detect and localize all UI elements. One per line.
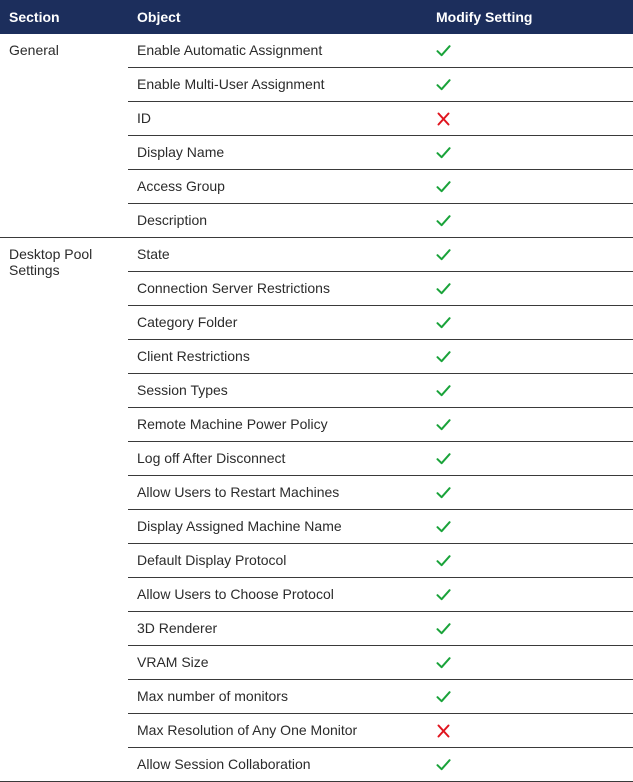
table-row xyxy=(128,714,633,748)
check-icon xyxy=(436,316,451,330)
table-row xyxy=(128,136,633,170)
table-row xyxy=(128,204,633,237)
object-cell: Description xyxy=(137,212,208,228)
section-label: General xyxy=(9,42,59,58)
table-row xyxy=(128,170,633,204)
object-cell: Display Assigned Machine Name xyxy=(137,518,342,534)
object-cell: Allow Users to Restart Machines xyxy=(137,484,340,500)
check-icon xyxy=(436,384,451,398)
check-icon xyxy=(436,520,451,534)
table-row xyxy=(128,476,633,510)
object-cell: Max Resolution of Any One Monitor xyxy=(137,722,358,738)
table-row xyxy=(128,34,633,68)
table-row xyxy=(128,578,633,612)
object-cell: Client Restrictions xyxy=(137,348,250,364)
check-icon xyxy=(436,554,451,568)
check-icon xyxy=(436,758,451,772)
check-icon xyxy=(436,622,451,636)
check-icon xyxy=(436,588,451,602)
object-cell: Max number of monitors xyxy=(137,688,288,704)
object-cell: Remote Machine Power Policy xyxy=(137,416,328,432)
table-row xyxy=(128,102,633,136)
header-object: Object xyxy=(137,9,181,25)
table-row xyxy=(128,340,633,374)
table-row xyxy=(128,374,633,408)
object-cell: VRAM Size xyxy=(137,654,209,670)
check-icon xyxy=(436,214,451,228)
object-cell: Default Display Protocol xyxy=(137,552,287,568)
object-cell: Allow Users to Choose Protocol xyxy=(137,586,334,602)
object-cell: Allow Session Collaboration xyxy=(137,756,311,772)
check-icon xyxy=(436,78,451,92)
cross-icon xyxy=(436,112,451,126)
object-cell: Connection Server Restrictions xyxy=(137,280,330,296)
table-row xyxy=(128,748,633,781)
check-icon xyxy=(436,452,451,466)
check-icon xyxy=(436,146,451,160)
table-header xyxy=(0,0,633,34)
table-row xyxy=(128,510,633,544)
check-icon xyxy=(436,656,451,670)
table-row xyxy=(128,238,633,272)
object-cell: Enable Automatic Assignment xyxy=(137,42,323,58)
table-row xyxy=(128,408,633,442)
header-modify-setting: Modify Setting xyxy=(436,9,533,25)
object-cell: Access Group xyxy=(137,178,225,194)
table-row xyxy=(128,442,633,476)
object-cell: ID xyxy=(137,110,151,126)
cross-icon xyxy=(436,724,451,738)
section-rows xyxy=(128,238,633,781)
check-icon xyxy=(436,44,451,58)
table-row xyxy=(128,544,633,578)
object-cell: Enable Multi-User Assignment xyxy=(137,76,325,92)
table-row xyxy=(128,68,633,102)
check-icon xyxy=(436,282,451,296)
check-icon xyxy=(436,350,451,364)
section-rows xyxy=(128,34,633,237)
table-body xyxy=(0,34,633,782)
check-icon xyxy=(436,418,451,432)
section-block xyxy=(0,238,633,782)
header-section: Section xyxy=(9,9,60,25)
table-row xyxy=(128,272,633,306)
object-cell: Category Folder xyxy=(137,314,238,330)
object-cell: Display Name xyxy=(137,144,225,160)
section-block xyxy=(0,34,633,238)
table-row xyxy=(128,646,633,680)
object-cell: 3D Renderer xyxy=(137,620,218,636)
check-icon xyxy=(436,180,451,194)
table-row xyxy=(128,306,633,340)
section-label: Desktop Pool Settings xyxy=(9,246,93,278)
table-row xyxy=(128,612,633,646)
object-cell: Session Types xyxy=(137,382,228,398)
check-icon xyxy=(436,486,451,500)
check-icon xyxy=(436,690,451,704)
check-icon xyxy=(436,248,451,262)
table-row xyxy=(128,680,633,714)
object-cell: Log off After Disconnect xyxy=(137,450,286,466)
object-cell: State xyxy=(137,246,170,262)
